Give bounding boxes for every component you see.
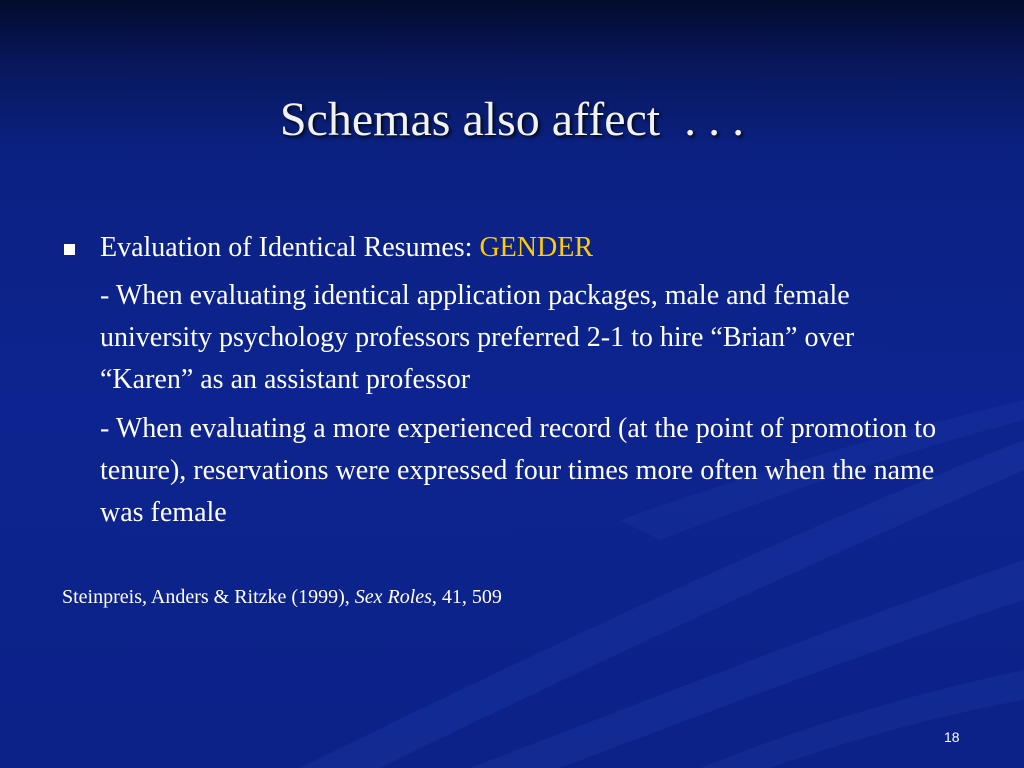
bullet-label: Evaluation of Identical Resumes: bbox=[100, 232, 480, 263]
citation bbox=[62, 586, 502, 609]
slide-body bbox=[62, 228, 942, 534]
citation-journal: Sex Roles bbox=[354, 586, 432, 608]
sub-paragraph-1-text: - When evaluating identical application packages, male and female university psychology professors preferred 2-1 to hire “Brian” over “Karen” as an assistant professor bbox=[100, 280, 855, 395]
page-number: 18 bbox=[944, 729, 960, 745]
sub-paragraph-2 bbox=[62, 408, 942, 534]
sub-paragraph-1 bbox=[62, 275, 942, 401]
slide-title: Schemas also affect . . . bbox=[279, 93, 745, 146]
citation-details: , 41, 509 bbox=[431, 586, 502, 608]
citation-authors: Steinpreis, Anders & Ritzke (1999), bbox=[62, 586, 355, 608]
bullet-item bbox=[62, 228, 942, 268]
square-bullet-icon bbox=[64, 244, 75, 255]
bullet-highlight: GENDER bbox=[479, 232, 593, 263]
sub-paragraph-2-text: - When evaluating a more experienced record (at the point of promotion to tenure), reservations were expressed four times more often when the name was female bbox=[100, 413, 937, 528]
